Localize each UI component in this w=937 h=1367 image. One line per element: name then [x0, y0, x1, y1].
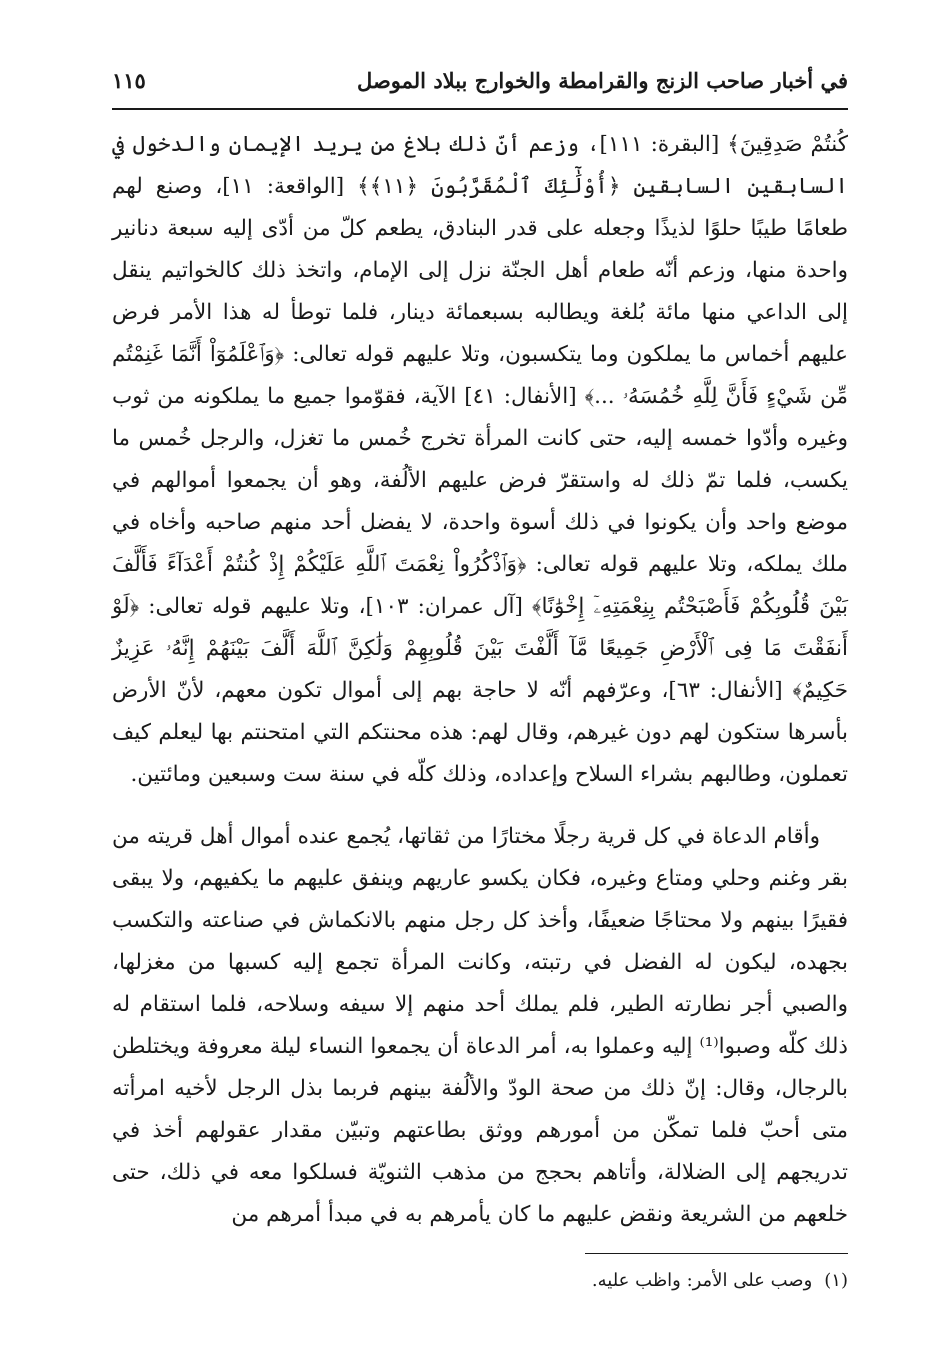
- running-title: في أخبار صاحب الزنج والقرامطة والخوارج ببلاد الموصل: [357, 68, 848, 93]
- footnote: [112, 1266, 848, 1296]
- footnote-rule: [585, 1253, 848, 1254]
- footnote-number: (١): [824, 1270, 848, 1291]
- header-rule: [112, 108, 848, 110]
- main-text: [112, 124, 848, 1236]
- page-number: ١١٥: [112, 68, 146, 93]
- paragraph-2: وأقام الدعاة في كل قرية رجلًا مختارًا من ثقاتها، يُجمع عنده أموال أهل قريته من بقر وغنم وحلي ومتاع وغيره، فكان يكسو عاريهم وينفق عليهم ما يكفيهم، ولا يبقى فقيرًا بينهم ولا محتاجًا ضعيفًا، وأخذ كل رجل منهم بالانكماش في صناعته والتكسب بجهده، ليكون له الفضل في رتبته، وكانت المرأة تجمع إليه كسبها من مغزلها، والصبي أجر نطارته الطير، فلم يملك أحد منهم إلا سيفه وسلاحه، فلما استقام له ذلك كلّه وصبوا⁽¹⁾ إليه وعملوا به، أمر الدعاة أن يجمعوا النساء ليلة معروفة ويختلطن بالرجال، وقال: إنّ ذلك من صحة الودّ والألُفة بينهم فربما بذل الرجل لأخيه امرأته متى أحبّ فلما تمكّن من أمورهم ووثق بطاعتهم وتبيّن مقدار عقولهم أخذ في تدريجهم إلى الضلالة، وأتاهم بحجج من مذهب الثنويّة فسلكوا معه في ذلك، حتى خلعهم من الشريعة ونقض عليهم ما كان يأمرهم به في مبدأ أمرهم من: [112, 824, 848, 1227]
- running-header: [112, 64, 848, 104]
- paragraph-1: كُنتُمْ صَدِقِينَ﴾ [البقرة: ١١١]، وزعم أنّ ذلك بلاغ من يريد الإيمان والدخول في السابقين السابقين ﴿أُوْلَٰٓئِكَ ٱلْمُقَرَّبُونَ ﴿١١﴾﴾ [الواقعة: ١١]، وصنع لهم طعامًا طيبًا حلوًا لذيذًا وجعله على قدر البنادق، يطعم كلّ من أدّى إليه سبعة دنانير واحدة منها، وزعم أنّه طعام أهل الجنّة نزل إلى الإمام، واتخذ ذلك كالخواتيم ينقل إلى الداعي منها مائة بُلغة ويطالبه بسبعمائة دينار، فلما توطأ له هذا الأمر فرض عليهم أخماس ما يملكون وما يتكسبون، وتلا عليهم قوله تعالى: ﴿وَٱعْلَمُوٓاْ أَنَّمَا غَنِمْتُم مِّن شَيْءٍ فَأَنَّ لِلَّهِ خُمُسَهُۥ ...﴾ [الأنفال: ٤١] الآية، فقوّموا جميع ما يملكونه من ثوب وغيره وأدّوا خمسه إليه، حتى كانت المرأة تخرج خُمس ما تغزل، والرجل خُمس ما يكسب، فلما تمّ ذلك له واستقرّ فرض عليهم الألُفة، وهو أن يجمعوا أموالهم في موضع واحد وأن يكونوا في ذلك أسوة واحدة، لا يفضل أحد منهم صاحبه وأخاه في ملك يملكه، وتلا عليهم قوله تعالى: ﴿وَٱذْكُرُواْ نِعْمَتَ ٱللَّهِ عَلَيْكُمْ إِذْ كُنتُمْ أَعْدَآءً فَأَلَّفَ بَيْنَ قُلُوبِكُمْ فَأَصْبَحْتُم بِنِعْمَتِهِۦٓ إِخْوَٰنًا﴾ [آل عمران: ١٠٣]، وتلا عليهم قوله تعالى: ﴿لَوْ أَنفَقْتَ مَا فِى ٱلْأَرْضِ جَمِيعًا مَّآ أَلَّفْتَ بَيْنَ قُلُوبِهِمْ وَلَٰكِنَّ ٱللَّهَ أَلَّفَ بَيْنَهُمْ إِنَّهُۥ عَزِيزٌ حَكِيمٌ﴾ [الأنفال: ٦٣]، وعرّفهم أنّه لا حاجة بهم إلى أموال تكون معهم، لأنّ الأرض بأسرها ستكون لهم دون غيرهم، وقال لهم: هذه محنتكم التي امتحنتم بها ليعلم كيف تعملون، وطالبهم بشراء السلاح وإعداده، وذلك كلّه في سنة ست وسبعين ومائتين.: [112, 132, 848, 787]
- footnote-text: وصب على الأمر: واظب عليه.: [591, 1270, 813, 1291]
